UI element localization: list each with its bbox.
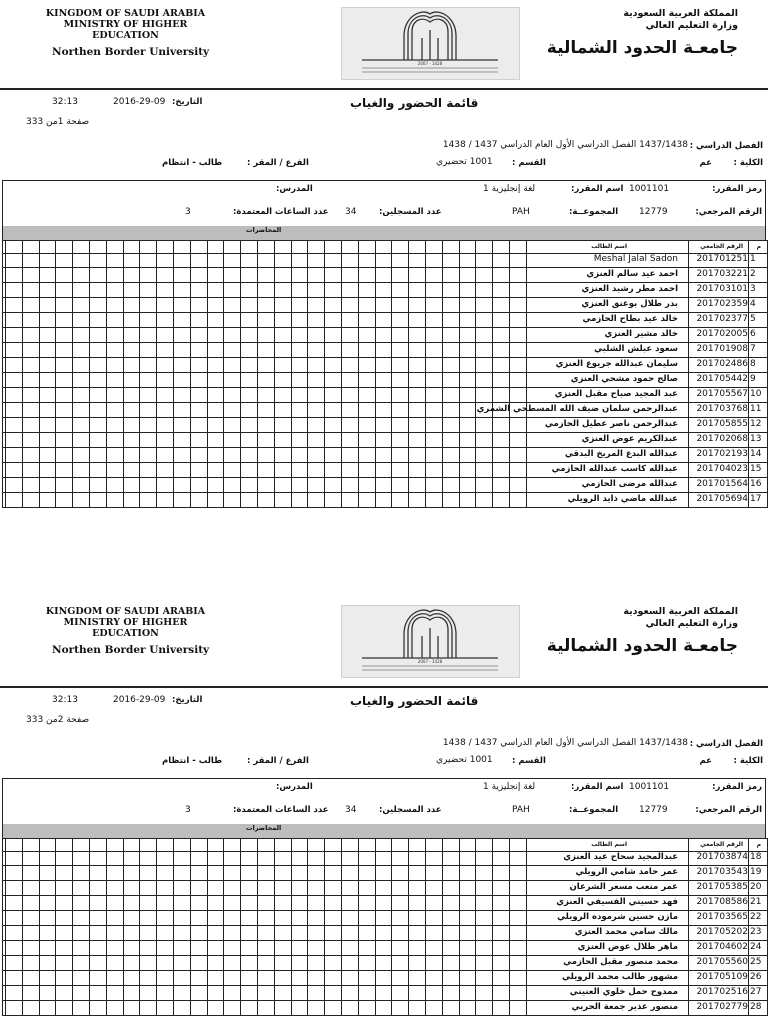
course-code-label: رمز المقرر: — [712, 782, 762, 792]
lectures-band — [2, 226, 766, 241]
document-title: قائمة الحضور والغياب — [350, 694, 479, 708]
student-row — [3, 267, 767, 283]
row-number: 13 — [750, 434, 762, 444]
college-label: الكلية : — [733, 158, 763, 168]
report-time: 32:13 — [52, 695, 78, 705]
semester-label: الفصل الدراسي : — [689, 739, 763, 749]
student-row — [3, 880, 767, 896]
attendance-grid — [2, 240, 768, 508]
row-number: 18 — [750, 852, 762, 862]
date-label: التاريخ: — [172, 97, 203, 107]
teacher-label: المدرس: — [276, 184, 313, 194]
student-row — [3, 402, 767, 418]
row-number: 20 — [750, 882, 762, 892]
course-info-box — [2, 180, 766, 228]
row-number: 5 — [750, 314, 756, 324]
credit-hours: 3 — [185, 805, 191, 815]
lectures-band — [2, 824, 766, 839]
student-row — [3, 342, 767, 358]
english-header — [33, 606, 218, 639]
student-name: فهد حسيني الفسيفي العنزي — [556, 897, 678, 907]
report-time: 32:13 — [52, 97, 78, 107]
student-name: محمد منصور مقبل الحازمي — [563, 957, 678, 967]
row-number: 11 — [750, 404, 762, 414]
student-row — [3, 1000, 767, 1016]
student-name: عبدالله كاسب عبدالله الحازمي — [551, 464, 678, 474]
student-id: 201702377 — [696, 314, 748, 324]
student-id: 201703543 — [696, 867, 748, 877]
credit-hours-label: عدد الساعات المعتمدة: — [233, 207, 329, 217]
group: PAH — [512, 805, 530, 815]
student-name: مشهور طالب محمد الرويلي — [562, 972, 678, 982]
col-id-header: الرقم الجامعي — [700, 243, 743, 250]
student-row — [3, 297, 767, 313]
semester-label: الفصل الدراسي : — [689, 141, 763, 151]
student-name: عبدالرحمن سلمان ضيف الله المسطحي الشمري — [476, 404, 678, 414]
registered-label: عدد المسجلين: — [379, 207, 442, 217]
lectures-label: المحاضرات — [246, 824, 282, 832]
student-id: 201703101 — [696, 284, 748, 294]
col-name-header: اسم الطالب — [591, 243, 627, 250]
kingdom-line: KINGDOM OF SAUDI ARABIA — [45, 8, 206, 19]
page-number: صفحة 1من 333 — [26, 117, 90, 127]
arabic-university-name: جامعـة الحدود الشمالية — [546, 38, 738, 58]
row-number: 4 — [750, 299, 756, 309]
credit-hours: 3 — [185, 207, 191, 217]
student-name: ممدوح حمل خلوي العنيني — [569, 987, 678, 997]
course-name-label: اسم المقرر: — [571, 184, 624, 194]
student-row — [3, 312, 767, 328]
row-number: 1 — [750, 254, 756, 264]
row-number: 16 — [750, 479, 762, 489]
branch-value: طالب - انتظام — [162, 756, 223, 766]
student-row — [3, 357, 767, 373]
row-number: 7 — [750, 344, 756, 354]
student-row — [3, 970, 767, 986]
row-number: 10 — [750, 389, 762, 399]
student-row — [3, 432, 767, 448]
registered-count: 34 — [345, 805, 357, 815]
student-row — [3, 985, 767, 1001]
student-id: 201701908 — [696, 344, 748, 354]
student-name: خالد عيد بطاح الحازمي — [582, 314, 678, 324]
student-row — [3, 372, 767, 388]
student-row — [3, 387, 767, 403]
student-id: 201702193 — [696, 449, 748, 459]
registered-label: عدد المسجلين: — [379, 805, 442, 815]
lectures-label: المحاضرات — [246, 226, 282, 234]
course-name: لغة إنجليزية 1 — [483, 782, 536, 792]
dept-value: 1001 تحضيري — [436, 755, 493, 765]
student-row — [3, 895, 767, 911]
student-name: عمر حامد شامي الرويلي — [575, 867, 678, 877]
student-id: 201708586 — [696, 897, 748, 907]
student-name: عبدالكريم عوض العنزي — [581, 434, 678, 444]
dept-value: 1001 تحضيري — [436, 157, 493, 167]
course-name-label: اسم المقرر: — [571, 782, 624, 792]
student-name: عبدالله البدع المريخ البدقي — [564, 449, 678, 459]
row-number: 9 — [750, 374, 756, 384]
arabic-kingdom-line: المملكة العربية السعودية — [623, 606, 738, 617]
branch-label: الفرع / المقر : — [247, 756, 309, 766]
student-id: 201705855 — [696, 419, 748, 429]
col-no-header: م — [756, 841, 761, 848]
credit-hours-label: عدد الساعات المعتمدة: — [233, 805, 329, 815]
row-number: 17 — [750, 494, 762, 504]
student-row — [3, 940, 767, 956]
dept-label: القسم : — [512, 158, 546, 168]
student-id: 201703221 — [696, 269, 748, 279]
group: PAH — [512, 207, 530, 217]
attendance-grid — [2, 838, 768, 1016]
student-name: احمد عيد سالم العنزي — [586, 269, 678, 279]
date-label: التاريخ: — [172, 695, 203, 705]
page-number: صفحة 2من 333 — [26, 715, 90, 725]
student-row — [3, 462, 767, 478]
group-label: المجموعــة: — [569, 207, 619, 217]
student-id: 201703874 — [696, 852, 748, 862]
row-number: 15 — [750, 464, 762, 474]
student-row — [3, 955, 767, 971]
student-id: 201703565 — [696, 912, 748, 922]
university-logo — [341, 7, 520, 80]
svg-text:2007 - 1428: 2007 - 1428 — [417, 659, 443, 664]
ref-no: 12779 — [639, 207, 668, 217]
student-name: عبدالله ماضي ذايد الرويلي — [567, 494, 678, 504]
row-number: 19 — [750, 867, 762, 877]
student-name: عبد المجيد صباح مقبل العنزي — [554, 389, 678, 399]
branch-value: طالب - انتظام — [162, 158, 223, 168]
arabic-ministry-line: وزارة التعليم العالي — [645, 20, 738, 31]
student-name: عمر منعب مسعر الشرعان — [569, 882, 678, 892]
row-number: 3 — [750, 284, 756, 294]
student-row — [3, 925, 767, 941]
student-id: 201704023 — [696, 464, 748, 474]
ref-no: 12779 — [639, 805, 668, 815]
row-number: 12 — [750, 419, 762, 429]
student-name: منصور عذير جمعة الحربي — [571, 1002, 678, 1012]
document-title: قائمة الحضور والغياب — [350, 96, 479, 110]
row-number: 8 — [750, 359, 756, 369]
svg-text:2007 - 1428: 2007 - 1428 — [417, 61, 443, 66]
course-code-label: رمز المقرر: — [712, 184, 762, 194]
arabic-university-name: جامعـة الحدود الشمالية — [546, 636, 738, 656]
university-logo — [341, 605, 520, 678]
student-row — [3, 252, 767, 268]
row-number: 21 — [750, 897, 762, 907]
row-number: 2 — [750, 269, 756, 279]
row-number: 24 — [750, 942, 762, 952]
ministry-line: MINISTRY OF HIGHER EDUCATION — [63, 19, 188, 41]
student-row — [3, 282, 767, 298]
student-id: 201705560 — [696, 957, 748, 967]
student-id: 201701251 — [696, 254, 748, 264]
college-value: عم — [699, 158, 712, 168]
student-id: 201705202 — [696, 927, 748, 937]
student-name: عبدالرحمن ناصر عطيل الحازمي — [544, 419, 678, 429]
student-row — [3, 492, 767, 508]
group-label: المجموعــة: — [569, 805, 619, 815]
student-id: 201702779 — [696, 1002, 748, 1012]
college-label: الكلية : — [733, 756, 763, 766]
arabic-ministry-line: وزارة التعليم العالي — [645, 618, 738, 629]
student-name: صالح حمود مشحي العنزي — [570, 374, 678, 384]
course-name: لغة إنجليزية 1 — [483, 184, 536, 194]
student-row — [3, 417, 767, 433]
branch-label: الفرع / المقر : — [247, 158, 309, 168]
student-id: 201703768 — [696, 404, 748, 414]
english-header — [33, 8, 218, 41]
col-name-header: اسم الطالب — [591, 841, 627, 848]
student-id: 201704602 — [696, 942, 748, 952]
student-id: 201705567 — [696, 389, 748, 399]
header-divider — [0, 686, 768, 688]
row-number: 28 — [750, 1002, 762, 1012]
student-id: 201702516 — [696, 987, 748, 997]
student-name: Meshal Jalal Sadon — [593, 254, 678, 264]
header-divider — [0, 88, 768, 90]
row-number: 25 — [750, 957, 762, 967]
student-id: 201705385 — [696, 882, 748, 892]
kingdom-line: KINGDOM OF SAUDI ARABIA — [45, 606, 206, 617]
row-number: 22 — [750, 912, 762, 922]
english-university-name: Northen Border University — [52, 644, 210, 656]
student-id: 201705109 — [696, 972, 748, 982]
student-id: 201702068 — [696, 434, 748, 444]
student-id: 201702486 — [696, 359, 748, 369]
teacher-label: المدرس: — [276, 782, 313, 792]
student-row — [3, 327, 767, 343]
col-no-header: م — [756, 243, 761, 250]
row-number: 27 — [750, 987, 762, 997]
student-name: مازن حسين شرموده الرويلي — [557, 912, 678, 922]
student-row — [3, 447, 767, 463]
student-name: احمد مطر رشيد العنزي — [581, 284, 678, 294]
student-name: عبدالله مرضى الحازمي — [581, 479, 678, 489]
arabic-header — [623, 8, 738, 32]
ref-no-label: الرقم المرجعي: — [695, 207, 762, 217]
ministry-line: MINISTRY OF HIGHER EDUCATION — [63, 617, 188, 639]
student-id: 201702005 — [696, 329, 748, 339]
student-name: خالد مشير العنزي — [604, 329, 678, 339]
report-date: 2016-29-09 — [113, 97, 166, 107]
report-date: 2016-29-09 — [113, 695, 166, 705]
student-name: ماهر طلال عوض العنزي — [577, 942, 678, 952]
arabic-header — [623, 606, 738, 630]
english-university-name: Northen Border University — [52, 46, 210, 58]
student-id: 201702359 — [696, 299, 748, 309]
arabic-kingdom-line: المملكة العربية السعودية — [623, 8, 738, 19]
col-id-header: الرقم الجامعي — [700, 841, 743, 848]
student-row — [3, 477, 767, 493]
student-name: سعود عبلش الشلبي — [594, 344, 678, 354]
student-id: 201705442 — [696, 374, 748, 384]
student-id: 201705694 — [696, 494, 748, 504]
semester-value: 1437/1438 الفصل الدراسي الأول العام الدراسي 1437 / 1438 — [442, 738, 688, 748]
row-number: 26 — [750, 972, 762, 982]
row-number: 6 — [750, 329, 756, 339]
dept-label: القسم : — [512, 756, 546, 766]
row-number: 23 — [750, 927, 762, 937]
course-code: 1001101 — [629, 782, 670, 792]
student-row — [3, 850, 767, 866]
row-number: 14 — [750, 449, 762, 459]
ref-no-label: الرقم المرجعي: — [695, 805, 762, 815]
course-info-box — [2, 778, 766, 826]
student-row — [3, 865, 767, 881]
semester-value: 1437/1438 الفصل الدراسي الأول العام الدراسي 1437 / 1438 — [442, 140, 688, 150]
registered-count: 34 — [345, 207, 357, 217]
student-name: عبدالمجيد سحاح عيد العنزي — [563, 852, 678, 862]
student-id: 201701564 — [696, 479, 748, 489]
student-name: سليمان عبدالله جريوع العنزي — [555, 359, 678, 369]
attendance-sheet-page-2 — [0, 598, 768, 1024]
college-value: عم — [699, 756, 712, 766]
student-name: بدر طلال بوعنق العنزي — [581, 299, 678, 309]
student-row — [3, 910, 767, 926]
student-name: مالك سامي محمد العنزي — [574, 927, 678, 937]
course-code: 1001101 — [629, 184, 670, 194]
